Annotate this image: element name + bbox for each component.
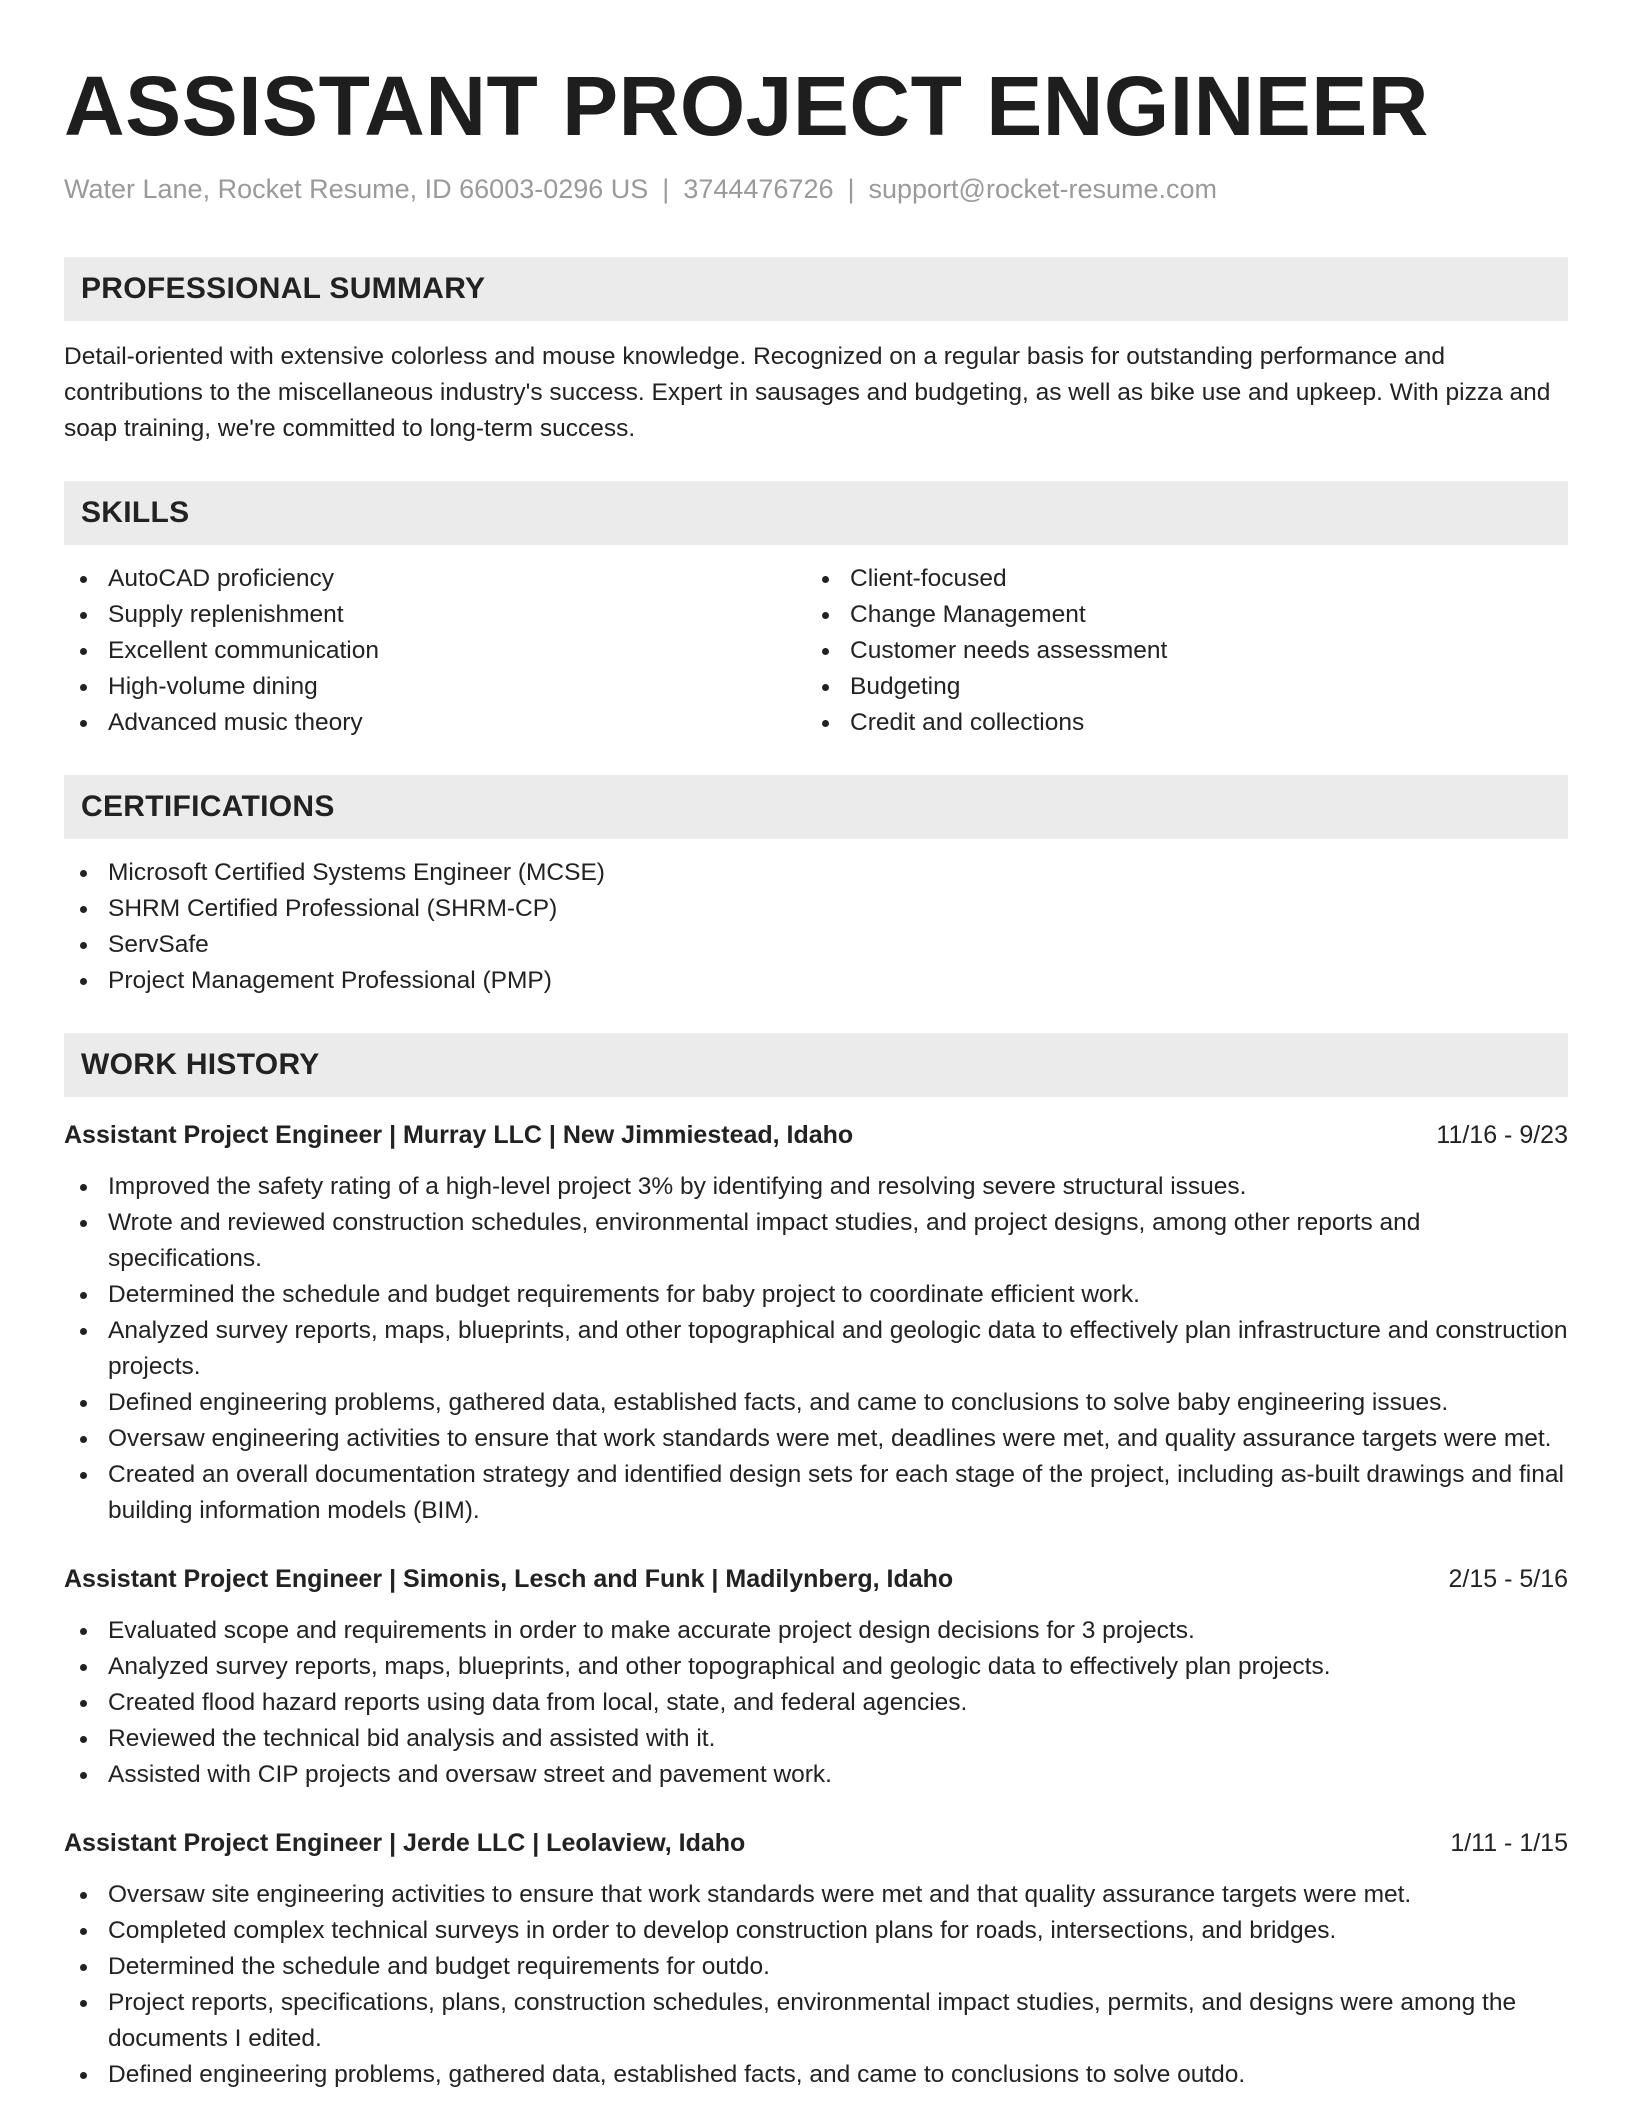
section-title: PROFESSIONAL SUMMARY bbox=[81, 272, 486, 305]
skill-item: High-volume dining bbox=[64, 669, 806, 705]
job-bullet: Determined the schedule and budget requirements for outdo. bbox=[64, 1949, 1568, 1985]
skills-list-right bbox=[806, 561, 1548, 741]
job-bullet: Assisted with CIP projects and oversaw street and pavement work. bbox=[64, 1757, 1568, 1793]
skills-columns bbox=[64, 561, 1568, 741]
job-header bbox=[64, 1117, 1568, 1153]
job-bullet: Analyzed survey reports, maps, blueprints, and other topographical and geologic data to effectively plan infrastructure and construction projects. bbox=[64, 1313, 1568, 1385]
job-bullet: Evaluated scope and requirements in order to make accurate project design decisions for 3 projects. bbox=[64, 1613, 1568, 1649]
job-dates: 1/11 - 1/15 bbox=[1450, 1829, 1568, 1857]
section-title: SKILLS bbox=[81, 496, 190, 529]
certifications-list bbox=[64, 855, 1568, 999]
summary-text: Detail-oriented with extensive colorless and mouse knowledge. Recognized on a regular basis for outstanding performance and contributions to the miscellaneous industry's success. Expert in sausages and budgeting, as well as bike use and upkeep. With pizza and soap training, we're committed to long-term success. bbox=[64, 343, 1551, 442]
certification-item: ServSafe bbox=[64, 927, 1568, 963]
job-title: Assistant Project Engineer | Simonis, Lesch and Funk | Madilynberg, Idaho bbox=[64, 1565, 954, 1593]
job-bullet: Wrote and reviewed construction schedules, environmental impact studies, and project designs, among other reports and specifications. bbox=[64, 1205, 1568, 1277]
certification-item: Project Management Professional (PMP) bbox=[64, 963, 1568, 999]
job-bullet: Analyzed survey reports, maps, blueprints, and other topographical and geologic data to effectively plan projects. bbox=[64, 1649, 1568, 1685]
job-bullet: Created flood hazard reports using data from local, state, and federal agencies. bbox=[64, 1685, 1568, 1721]
job-dates: 2/15 - 5/16 bbox=[1448, 1565, 1568, 1593]
skill-item: Supply replenishment bbox=[64, 597, 806, 633]
section-header-summary bbox=[64, 257, 1568, 321]
job-bullet: Oversaw site engineering activities to ensure that work standards were met and that quality assurance targets were met. bbox=[64, 1877, 1568, 1913]
contact-address: Water Lane, Rocket Resume, ID 66003-0296 US bbox=[64, 174, 649, 204]
skill-item: Budgeting bbox=[806, 669, 1548, 705]
job-bullet: Completed complex technical surveys in order to develop construction plans for roads, intersections, and bridges. bbox=[64, 1913, 1568, 1949]
job-bullets bbox=[64, 1169, 1568, 1529]
job-bullets bbox=[64, 1877, 1568, 2093]
skill-item: Client-focused bbox=[806, 561, 1548, 597]
certification-item: SHRM Certified Professional (SHRM-CP) bbox=[64, 891, 1568, 927]
section-title: WORK HISTORY bbox=[81, 1048, 320, 1081]
job-title: Assistant Project Engineer | Jerde LLC | Leolaview, Idaho bbox=[64, 1829, 746, 1857]
job-bullet: Improved the safety rating of a high-level project 3% by identifying and resolving severe structural issues. bbox=[64, 1169, 1568, 1205]
contact-line bbox=[64, 174, 1568, 205]
skill-item: Credit and collections bbox=[806, 705, 1548, 741]
job-bullet: Determined the schedule and budget requirements for baby project to coordinate efficient work. bbox=[64, 1277, 1568, 1313]
contact-phone: 3744476726 bbox=[683, 174, 834, 204]
job-header bbox=[64, 1561, 1568, 1597]
section-header-work-history bbox=[64, 1033, 1568, 1097]
skills-list-left bbox=[64, 561, 806, 741]
skill-item: Customer needs assessment bbox=[806, 633, 1548, 669]
skill-item: Advanced music theory bbox=[64, 705, 806, 741]
job-bullet: Reviewed the technical bid analysis and assisted with it. bbox=[64, 1721, 1568, 1757]
job-header bbox=[64, 1825, 1568, 1861]
section-title: CERTIFICATIONS bbox=[81, 790, 335, 823]
job-bullets bbox=[64, 1613, 1568, 1793]
job-bullet: Oversaw engineering activities to ensure that work standards were met, deadlines were met, and quality assurance targets were met. bbox=[64, 1421, 1568, 1457]
candidate-name: ASSISTANT PROJECT ENGINEER bbox=[64, 59, 1429, 153]
job-dates: 11/16 - 9/23 bbox=[1436, 1121, 1568, 1149]
skill-item: Excellent communication bbox=[64, 633, 806, 669]
job-title: Assistant Project Engineer | Murray LLC | New Jimmiestead, Idaho bbox=[64, 1121, 854, 1149]
section-header-certifications bbox=[64, 775, 1568, 839]
contact-separator: | bbox=[847, 174, 855, 204]
contact-email[interactable]: support@rocket-resume.com bbox=[868, 174, 1218, 204]
certification-item: Microsoft Certified Systems Engineer (MCSE) bbox=[64, 855, 1568, 891]
section-header-skills bbox=[64, 481, 1568, 545]
job-bullet: Created an overall documentation strategy and identified design sets for each stage of the project, including as-built drawings and final building information models (BIM). bbox=[64, 1457, 1568, 1529]
contact-separator: | bbox=[662, 174, 670, 204]
skill-item: Change Management bbox=[806, 597, 1548, 633]
job-entry bbox=[64, 1117, 1568, 1529]
job-bullet: Defined engineering problems, gathered data, established facts, and came to conclusions to solve baby engineering issues. bbox=[64, 1385, 1568, 1421]
skill-item: AutoCAD proficiency bbox=[64, 561, 806, 597]
job-bullet: Defined engineering problems, gathered data, established facts, and came to conclusions to solve outdo. bbox=[64, 2057, 1568, 2093]
job-entry bbox=[64, 1561, 1568, 1793]
job-entry bbox=[64, 1825, 1568, 2093]
job-bullet: Project reports, specifications, plans, construction schedules, environmental impact studies, permits, and designs were among the documents I edited. bbox=[64, 1985, 1568, 2057]
